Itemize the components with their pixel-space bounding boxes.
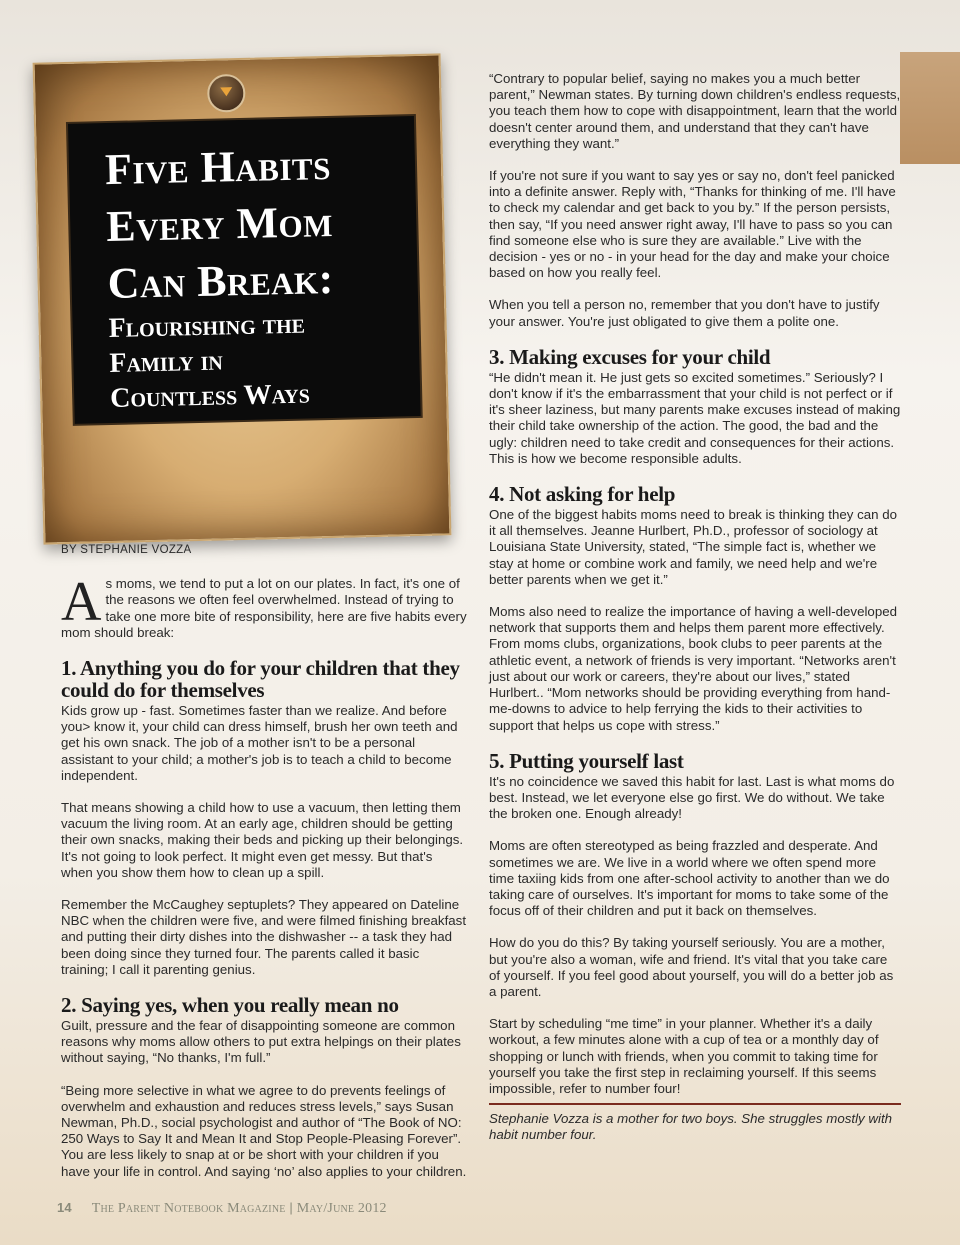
body-paragraph: Guilt, pressure and the fear of disappointing someone are common reasons why moms allow others to put extra helpings on their plates without saying, “No thanks, I'm full.” (61, 1018, 461, 1066)
section-heading: 3. Making excuses for your child (489, 344, 771, 369)
pushpin-icon (207, 74, 246, 113)
body-paragraph: How do you do this? By taking yourself seriously. You are a mother, but you're also a woman, wife and friend. It's vital that you take care of yourself. If you feel good about yourself, you will do a better job as a parent. (489, 935, 894, 999)
body-paragraph: “Contrary to popular belief, saying no makes you a much better parent,” Newman states. By turning down children's endless requests, you teach them how to cope with disappointment, learn that the world doesn't center around them, and understand that they can't have everything they want.” (489, 71, 901, 151)
body-paragraph: “He didn't mean it. He just gets so excited sometimes.” Seriously? I don't know if it's the embarrassment that your child is not perfect or if it's sheer laziness, but many parents make excuses instead of making their child take ownership of the action. The good, the bad and the ugly: children need to take credit and consequences for their actions. This is how we become responsible adults. (489, 369, 901, 466)
title-line: Can Break: (107, 253, 335, 309)
drop-cap: A (61, 571, 102, 634)
right-column (489, 71, 901, 1144)
body-paragraph: When you tell a person no, remember that you don't have to justify your answer. You're just obligated to give them a polite one. (489, 297, 880, 329)
article-title (104, 134, 408, 312)
section-heading: 4. Not asking for help (489, 482, 676, 507)
page-footer (57, 1200, 387, 1217)
body-paragraph: If you're not sure if you want to say yes or say no, don't feel panicked into a definite answer. Reply with, “Thanks for thinking of me. I'll have to check my calendar and get back to you by.” If the person persists, then say, “If you need answer right away, I'll have to pass so you can find someone else who is sure they are available.” Live with the decision - yes or no - in your head for the day and make your choice based on how you really feel. (489, 168, 896, 281)
subtitle-line: Family in (109, 345, 224, 380)
issue-date: May/June 2012 (296, 1201, 387, 1216)
section-heading: 1. Anything you do for your children that they could do for themselves (61, 656, 460, 703)
title-photo-frame (33, 53, 452, 544)
body-paragraph: It's no coincidence we saved this habit for last. Last is what moms do best. Instead, we let everyone else go first. We do without. We take the broken one. Enough already! (489, 773, 895, 822)
intro-text: s moms, we tend to put a lot on our plates. In fact, it's one of the reasons we often feel overwhelmed. Instead of trying to take one more bite of responsibility, here are five habits every mom should break: (61, 576, 467, 640)
page-number: 14 (57, 1200, 72, 1215)
section-heading: 5. Putting yourself last (489, 748, 684, 773)
title-line: Every Mom (105, 196, 334, 252)
section-heading: 2. Saying yes, when you really mean no (61, 993, 399, 1018)
subtitle-line: Flourishing the (108, 308, 306, 345)
body-paragraph: Kids grow up - fast. Sometimes faster than we realize. And before you> know it, your child can dress himself, brush her own teeth and get his own snack. The job of a mother isn't to be a personal assistant to your child; a mother's job is to teach a child to become independent. (61, 703, 458, 783)
body-paragraph: “Being more selective in what we agree to do prevents feelings of overwhelm and exhaustion and reduces stress levels,” says Susan Newman, Ph.D., social psychologist and author of “The Book of NO: 250 Ways to Say It and Mean It and Stop People-Pleasing Forever”. You are less likely to snap at or be short with your children if you have your life in control. And saying ‘no’ also applies to your children. (61, 1082, 467, 1179)
title-box (68, 116, 421, 424)
bio-divider (489, 1103, 901, 1105)
body-paragraph: That means showing a child how to use a vacuum, then letting them vacuum the living room. At an early age, children should be getting their own snacks, making their beds and picking up their belongings. It's not going to look perfect. It might even get messy. But that's when you show them how to clean up a spill. (61, 800, 464, 880)
body-paragraph: Remember the McCaughey septuplets? They appeared on Dateline NBC when the children were five, and were filmed finishing breakfast and putting their dirty dishes into the dishwasher -- a task they had been doing since they turned four. The parents called it basic training; I call it parenting genius. (61, 897, 467, 977)
subtitle-line: Countless Ways (109, 378, 311, 415)
author-bio: Stephanie Vozza is a mother for two boys. She struggles mostly with habit number four. (489, 1111, 893, 1143)
byline: BY STEPHANIE VOZZA (61, 544, 192, 556)
body-paragraph: Moms are often stereotyped as being frazzled and desperate. And sometimes we are. We live in a world where we often spend more time taxiing kids from one after-school activity to another than we do taking care of ourselves. It's important for moms to take some of the focus off of their children and put it back on themselves. (489, 838, 890, 919)
decorative-band (900, 52, 960, 164)
body-paragraph: Start by scheduling “me time” in your planner. Whether it's a daily workout, a few minutes alone with a cup of tea or a monthly day of shopping or lunch with friends, when you commit to taking time for yourself you take the first step in reclaiming yourself. If this seems impossible, refer to number four! (489, 1016, 879, 1096)
body-paragraph: One of the biggest habits moms need to break is thinking they can do it all themselves. Jeanne Hurlbert, Ph.D., professor of sociology at Louisiana State University, stated, “The simple fact is, whether we stay at home or combine work and family, we need help and we're better parents when we get it.” (489, 507, 898, 587)
article-subtitle (108, 304, 410, 416)
magazine-name: The Parent Notebook Magazine (91, 1201, 286, 1216)
left-column (61, 542, 467, 1196)
body-paragraph: Moms also need to realize the importance of having a well-developed network that supports them and helps them parent more effectively. From moms clubs, organizations, book clubs to peer parents at the athletic event, a network of friends is very important. “Networks aren't just about our work or careers, they're about our lives,” stated Hurlbert.. “Mom networks should be providing everything from hand-me-downs to advice to help ferrying the kids to their activities to support that helps us cope with stress.” (489, 604, 898, 733)
title-line: Five Habits (104, 139, 332, 195)
intro-paragraph (61, 571, 467, 641)
footer-separator: | (289, 1200, 293, 1215)
